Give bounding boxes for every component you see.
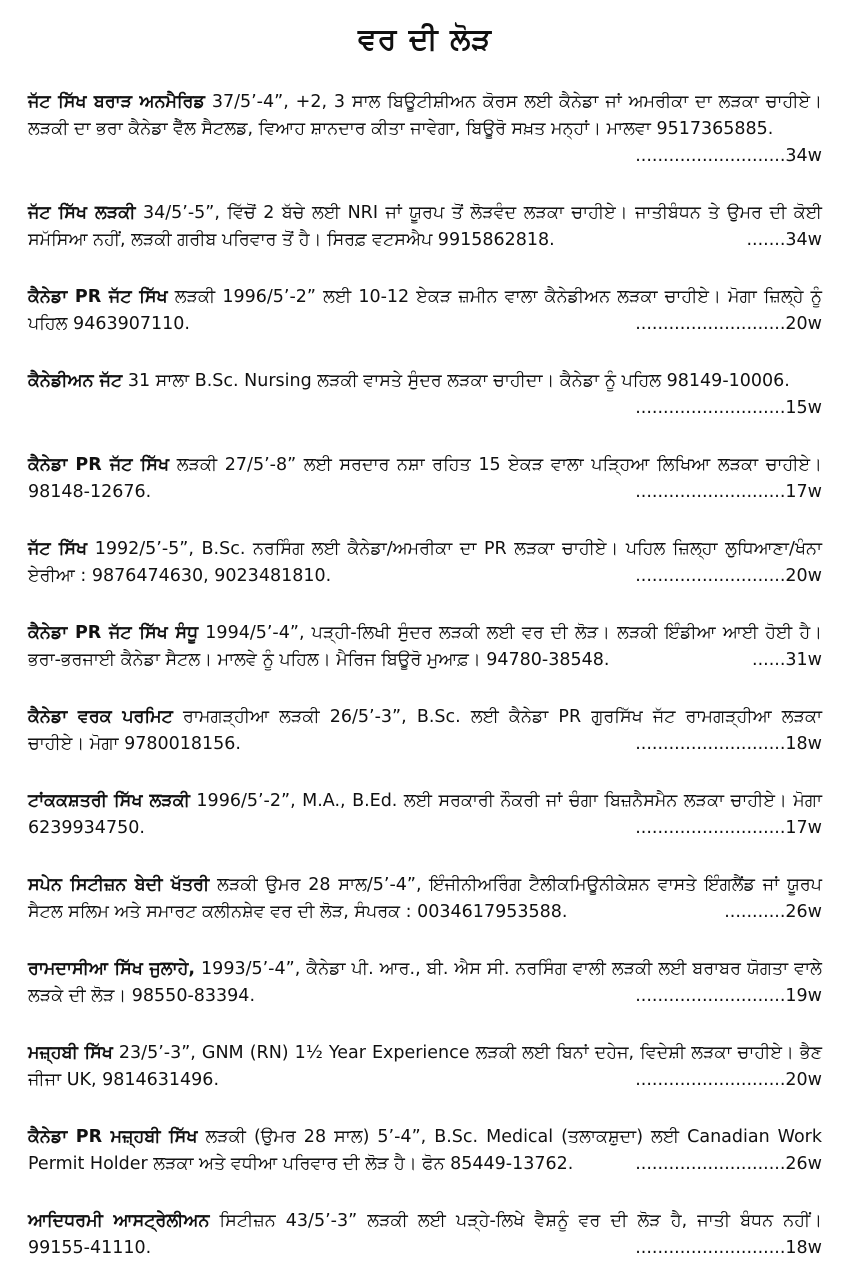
ad-word-count: ...........................18w	[635, 734, 822, 754]
ad-heading: ਸਪੇਨ ਸਿਟੀਜ਼ਨ ਬੇਦੀ ਖੱਤਰੀ	[28, 875, 210, 895]
ad-text: ਸਿਟੀਜ਼ਨ 43/5’-3” ਲੜਕੀ ਲਈ ਪੜ੍ਹੇ-ਲਿਖੇ ਵੈਸ਼ਨੂੰ ਵਰ ਦੀ ਲੋੜ ਹੈ, ਜਾਤੀ ਬੰਧਨ ਨਹੀਂ। 99155-41110.	[28, 1211, 822, 1258]
ad-text: 1996/5’-2”, M.A., B.Ed. ਲਈ ਸਰਕਾਰੀ ਨੌਕਰੀ ਜਾਂ ਚੰਗਾ ਬਿਜ਼ਨੈਸਮੈਨ ਲੜਕਾ ਚਾਹੀਏ। ਮੋਗਾ 6239934750.	[28, 791, 822, 838]
ad-word-count: ...........................20w	[635, 1070, 822, 1090]
classified-ad	[28, 620, 822, 674]
ad-heading: ਕੈਨੇਡਾ PR ਜੱਟ ਸਿੱਖ	[28, 455, 170, 475]
ad-heading: ਰਾਮਦਾਸੀਆ ਸਿੱਖ ਜੁਲਾਹੇ,	[28, 959, 196, 979]
classified-ad	[28, 1208, 822, 1262]
ad-heading: ਜੱਟ ਸਿੱਖ ਲੜਕੀ	[28, 203, 136, 223]
ad-heading: ਕੈਨੇਡਾ ਵਰਕ ਪਰਮਿਟ	[28, 707, 173, 727]
ad-word-count: ......31w	[752, 650, 822, 670]
ad-text: 31 ਸਾਲਾ B.Sc. Nursing ਲੜਕੀ ਵਾਸਤੇ ਸੁੰਦਰ ਲੜਕਾ ਚਾਹੀਦਾ। ਕੈਨੇਡਾ ਨੂੰ ਪਹਿਲ 98149-10006.	[127, 371, 790, 391]
ad-word-count: ...........................18w	[635, 1238, 822, 1258]
ad-heading: ਮਜ਼੍ਹਬੀ ਸਿੱਖ	[28, 1043, 113, 1063]
ad-word-count: ...........................34w	[635, 146, 822, 166]
ad-heading: ਕੈਨੇਡਾ PR ਜੱਟ ਸਿੱਖ ਸੰਧੂ	[28, 623, 199, 643]
ad-text: ਲੜਕੀ (ਉਮਰ 28 ਸਾਲ) 5’-4”, B.Sc. Medical (ਤਲਾਕਸ਼ੁਦਾ) ਲਈ Canadian Work Permit Holder ਲੜਕਾ ਅਤੇ ਵਧੀਆ ਪਰਿਵਾਰ ਦੀ ਲੋੜ ਹੈ। ਫੋਨ 85449-13762.	[28, 1127, 822, 1174]
classified-list	[28, 89, 822, 1262]
ad-word-count: ...........26w	[724, 902, 822, 922]
page-title: ਵਰ ਦੀ ਲੋੜ	[357, 22, 493, 57]
ad-text: 37/5’-4”, +2, 3 ਸਾਲ ਬਿਊਟੀਸ਼ੀਅਨ ਕੋਰਸ ਲਈ ਕੈਨੇਡਾ ਜਾਂ ਅਮਰੀਕਾ ਦਾ ਲੜਕਾ ਚਾਹੀਏ। ਲੜਕੀ ਦਾ ਭਰਾ ਕੈਨੇਡਾ ਵੈੱਲ ਸੈਟਲਡ, ਵਿਆਹ ਸ਼ਾਨਦਾਰ ਕੀਤਾ ਜਾਵੇਗਾ, ਬਿਊਰੋ ਸਖ਼ਤ ਮਨ੍ਹਾਂ। ਮਾਲਵਾ 9517365885.	[28, 92, 822, 139]
ad-word-count: ...........................17w	[635, 818, 822, 838]
ad-text: 34/5’-5”, ਵਿੱਚੋਂ 2 ਬੱਚੇ ਲਈ NRI ਜਾਂ ਯੂਰਪ ਤੋਂ ਲੋੜਵੰਦ ਲੜਕਾ ਚਾਹੀਏ। ਜਾਤੀਬੰਧਨ ਤੇ ਉਮਰ ਦੀ ਕੋਈ ਸਮੱਸਿਆ ਨਹੀਂ, ਲੜਕੀ ਗਰੀਬ ਪਰਿਵਾਰ ਤੋਂ ਹੈ। ਸਿਰਫ਼ ਵਟਸਐਪ 9915862818.	[28, 203, 822, 250]
ad-word-count: ...........................20w	[635, 314, 822, 334]
classified-ad	[28, 1124, 822, 1178]
classified-ad	[28, 368, 822, 422]
ad-text: 1994/5’-4”, ਪੜ੍ਹੀ-ਲਿਖੀ ਸੁੰਦਰ ਲੜਕੀ ਲਈ ਵਰ ਦੀ ਲੋੜ। ਲੜਕੀ ਇੰਡੀਆ ਆਈ ਹੋਈ ਹੈ। ਭਰਾ-ਭਰਜਾਈ ਕੈਨੇਡਾ ਸੈਟਲ। ਮਾਲਵੇ ਨੂੰ ਪਹਿਲ। ਮੈਰਿਜ ਬਿਊਰੋ ਮੁਆਫ਼। 94780-38548.	[28, 623, 822, 670]
ad-text: 23/5’-3”, GNM (RN) 1½ Year Experience ਲੜਕੀ ਲਈ ਬਿਨਾਂ ਦਹੇਜ, ਵਿਦੇਸ਼ੀ ਲੜਕਾ ਚਾਹੀਏ। ਭੈਣ ਜੀਜਾ UK, 9814631496.	[28, 1043, 822, 1090]
ad-word-count: .......34w	[746, 230, 822, 250]
classified-ad	[28, 956, 822, 1010]
ad-heading: ਟਾਂਕਕਸ਼ਤਰੀ ਸਿੱਖ ਲੜਕੀ	[28, 791, 190, 811]
ad-text: ਰਾਮਗੜ੍ਹੀਆ ਲੜਕੀ 26/5’-3”, B.Sc. ਲਈ ਕੈਨੇਡਾ PR ਗੁਰਸਿੱਖ ਜੱਟ ਰਾਮਗੜ੍ਹੀਆ ਲੜਕਾ ਚਾਹੀਏ। ਮੋਗਾ 9780018156.	[28, 707, 822, 754]
ad-text: ਲੜਕੀ ਉਮਰ 28 ਸਾਲ/5’-4”, ਇੰਜੀਨੀਅਰਿੰਗ ਟੈਲੀਕਮਿਊਨੀਕੇਸ਼ਨ ਵਾਸਤੇ ਇੰਗਲੈਂਡ ਜਾਂ ਯੂਰਪ ਸੈਟਲ ਸਲਿਮ ਅਤੇ ਸਮਾਰਟ ਕਲੀਨਸ਼ੇਵ ਵਰ ਦੀ ਲੋੜ, ਸੰਪਰਕ : 0034617953588.	[28, 875, 822, 922]
ad-text: ਲੜਕੀ 1996/5’-2” ਲਈ 10-12 ਏਕੜ ਜ਼ਮੀਨ ਵਾਲਾ ਕੈਨੇਡੀਅਨ ਲੜਕਾ ਚਾਹੀਏ। ਮੋਗਾ ਜ਼ਿਲ੍ਹੇ ਨੂੰ ਪਹਿਲ 9463907110.	[28, 287, 822, 334]
ad-text: 1992/5’-5”, B.Sc. ਨਰਸਿੰਗ ਲਈ ਕੈਨੇਡਾ/ਅਮਰੀਕਾ ਦਾ PR ਲੜਕਾ ਚਾਹੀਏ। ਪਹਿਲ ਜ਼ਿਲ੍ਹਾ ਲੁਧਿਆਣਾ/ਖੰਨਾ ਏਰੀਆ : 9876474630, 9023481810.	[28, 539, 822, 586]
ad-heading: ਜੱਟ ਸਿੱਖ	[28, 539, 88, 559]
classified-ad	[28, 200, 822, 254]
ad-text: 1993/5’-4”, ਕੈਨੇਡਾ ਪੀ. ਆਰ., ਬੀ. ਐਸ ਸੀ. ਨਰਸਿੰਗ ਵਾਲੀ ਲੜਕੀ ਲਈ ਬਰਾਬਰ ਯੋਗਤਾ ਵਾਲੇ ਲੜਕੇ ਦੀ ਲੋੜ। 98550-83394.	[28, 959, 822, 1006]
ad-word-count: ...........................19w	[635, 986, 822, 1006]
classified-ad	[28, 872, 822, 926]
classified-ad	[28, 89, 822, 170]
classified-ad	[28, 284, 822, 338]
classified-ad	[28, 536, 822, 590]
ad-word-count: ...........................17w	[635, 482, 822, 502]
ad-heading: ਕੈਨੇਡਾ PR ਜੱਟ ਸਿੱਖ	[28, 287, 168, 307]
classified-ad	[28, 1040, 822, 1094]
ad-heading: ਆਦਿਧਰਮੀ ਆਸਟ੍ਰੇਲੀਅਨ	[28, 1211, 210, 1231]
ad-heading: ਕੈਨੇਡੀਅਨ ਜੱਟ	[28, 371, 123, 391]
ad-word-count: ...........................26w	[635, 1154, 822, 1174]
ad-heading: ਕੈਨੇਡਾ PR ਮਜ਼੍ਹਬੀ ਸਿੱਖ	[28, 1127, 198, 1147]
ad-word-count: ...........................20w	[635, 566, 822, 586]
ad-word-count: ...........................15w	[635, 398, 822, 418]
classified-ad	[28, 704, 822, 758]
classified-ad	[28, 452, 822, 506]
ad-text: ਲੜਕੀ 27/5’-8” ਲਈ ਸਰਦਾਰ ਨਸ਼ਾ ਰਹਿਤ 15 ਏਕੜ ਵਾਲਾ ਪੜ੍ਹਿਆ ਲਿਖਿਆ ਲੜਕਾ ਚਾਹੀਏ। 98148-12676.	[28, 455, 822, 502]
classified-ad	[28, 788, 822, 842]
ad-heading: ਜੱਟ ਸਿੱਖ ਬਰਾੜ ਅਨਮੈਰਿਡ	[28, 92, 205, 112]
